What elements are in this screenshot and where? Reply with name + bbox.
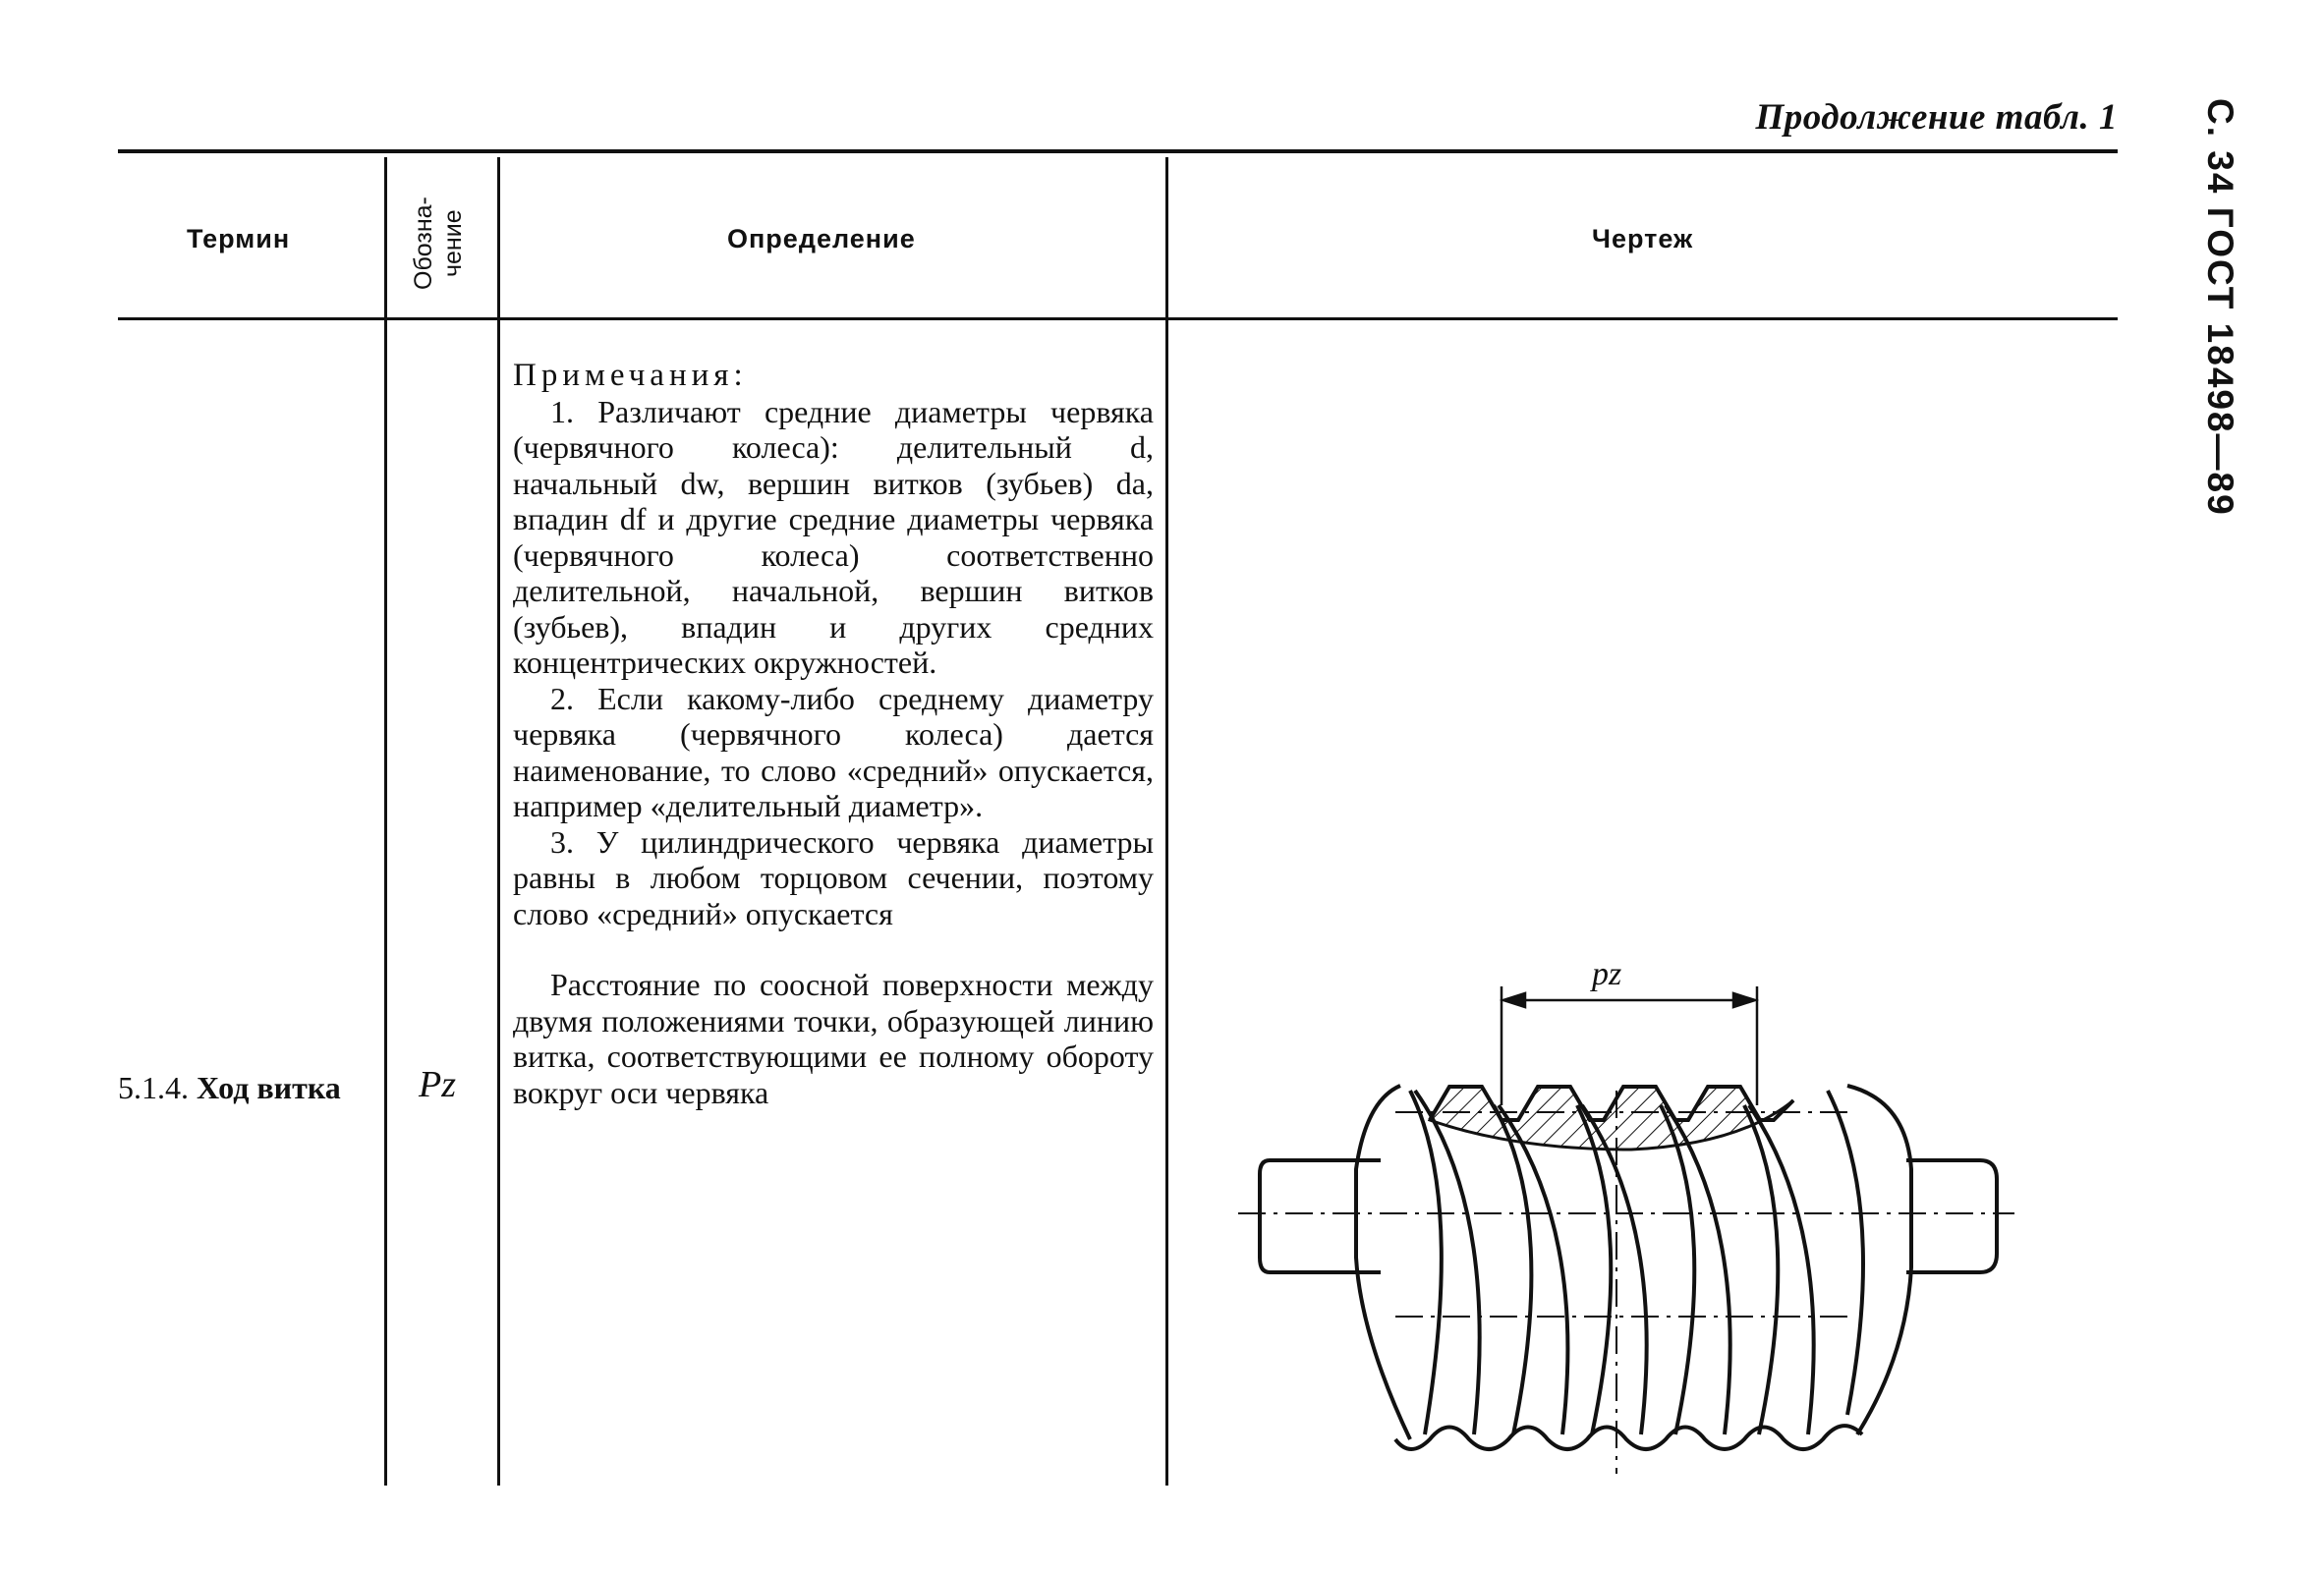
continuation-label: Продолжение табл. 1 xyxy=(1755,97,2118,138)
column-divider-3 xyxy=(1165,157,1168,1486)
header-term: Термин xyxy=(187,224,291,253)
term-number: 5.1.4. xyxy=(118,1070,189,1105)
notes-title: Примечания: xyxy=(513,358,748,393)
definition-5-1-4: Расстояние по соосной поверхности между двумя положениями точки, образующей линию витка, соответствующими ее полному обороту вокруг оси червяка xyxy=(513,967,1154,1110)
definition-cell xyxy=(513,358,1154,1110)
note-3: 3. У цилиндрического червяка диаметры равны в любом торцовом сечении, поэтому слово «средний» опускается xyxy=(513,823,1154,931)
note-2: 2. Если какому-либо среднему диаметру червяка (червячного колеса) дается наименование, то слово «средний» опускается, например «делительный диаметр». xyxy=(513,680,1154,823)
hatched-section xyxy=(1430,1087,1793,1150)
column-divider-2 xyxy=(497,157,500,1486)
term-name: Ход витка xyxy=(197,1070,341,1105)
note-1: 1. Различают средние диаметры червяка (червячного колеса): делительный d, начальный dw, вершин витков (зубьев) da, впадин df и другие средние диаметры червяка (червячного колеса) соответственно делительной, начальной, вершин витков (зубьев), впадин и других средних концентрических окружностей. xyxy=(513,393,1154,680)
header-drawing: Чертеж xyxy=(1592,224,1694,253)
worm-shafts xyxy=(1260,1160,1997,1272)
dimension-label: pz xyxy=(1592,956,1622,992)
header-definition: Определение xyxy=(727,224,916,253)
header-symbol: Обозна-чение xyxy=(410,196,467,291)
table-top-rule xyxy=(118,149,2118,153)
term-5-1-4 xyxy=(118,1071,373,1104)
page-side-header: С. 34 ГОСТ 18498—89 xyxy=(2200,98,2240,517)
column-divider-1 xyxy=(384,157,387,1486)
symbol-pz: Pz xyxy=(419,1064,456,1105)
table-header-rule xyxy=(118,317,2118,320)
worm-drawing xyxy=(1219,943,2064,1474)
